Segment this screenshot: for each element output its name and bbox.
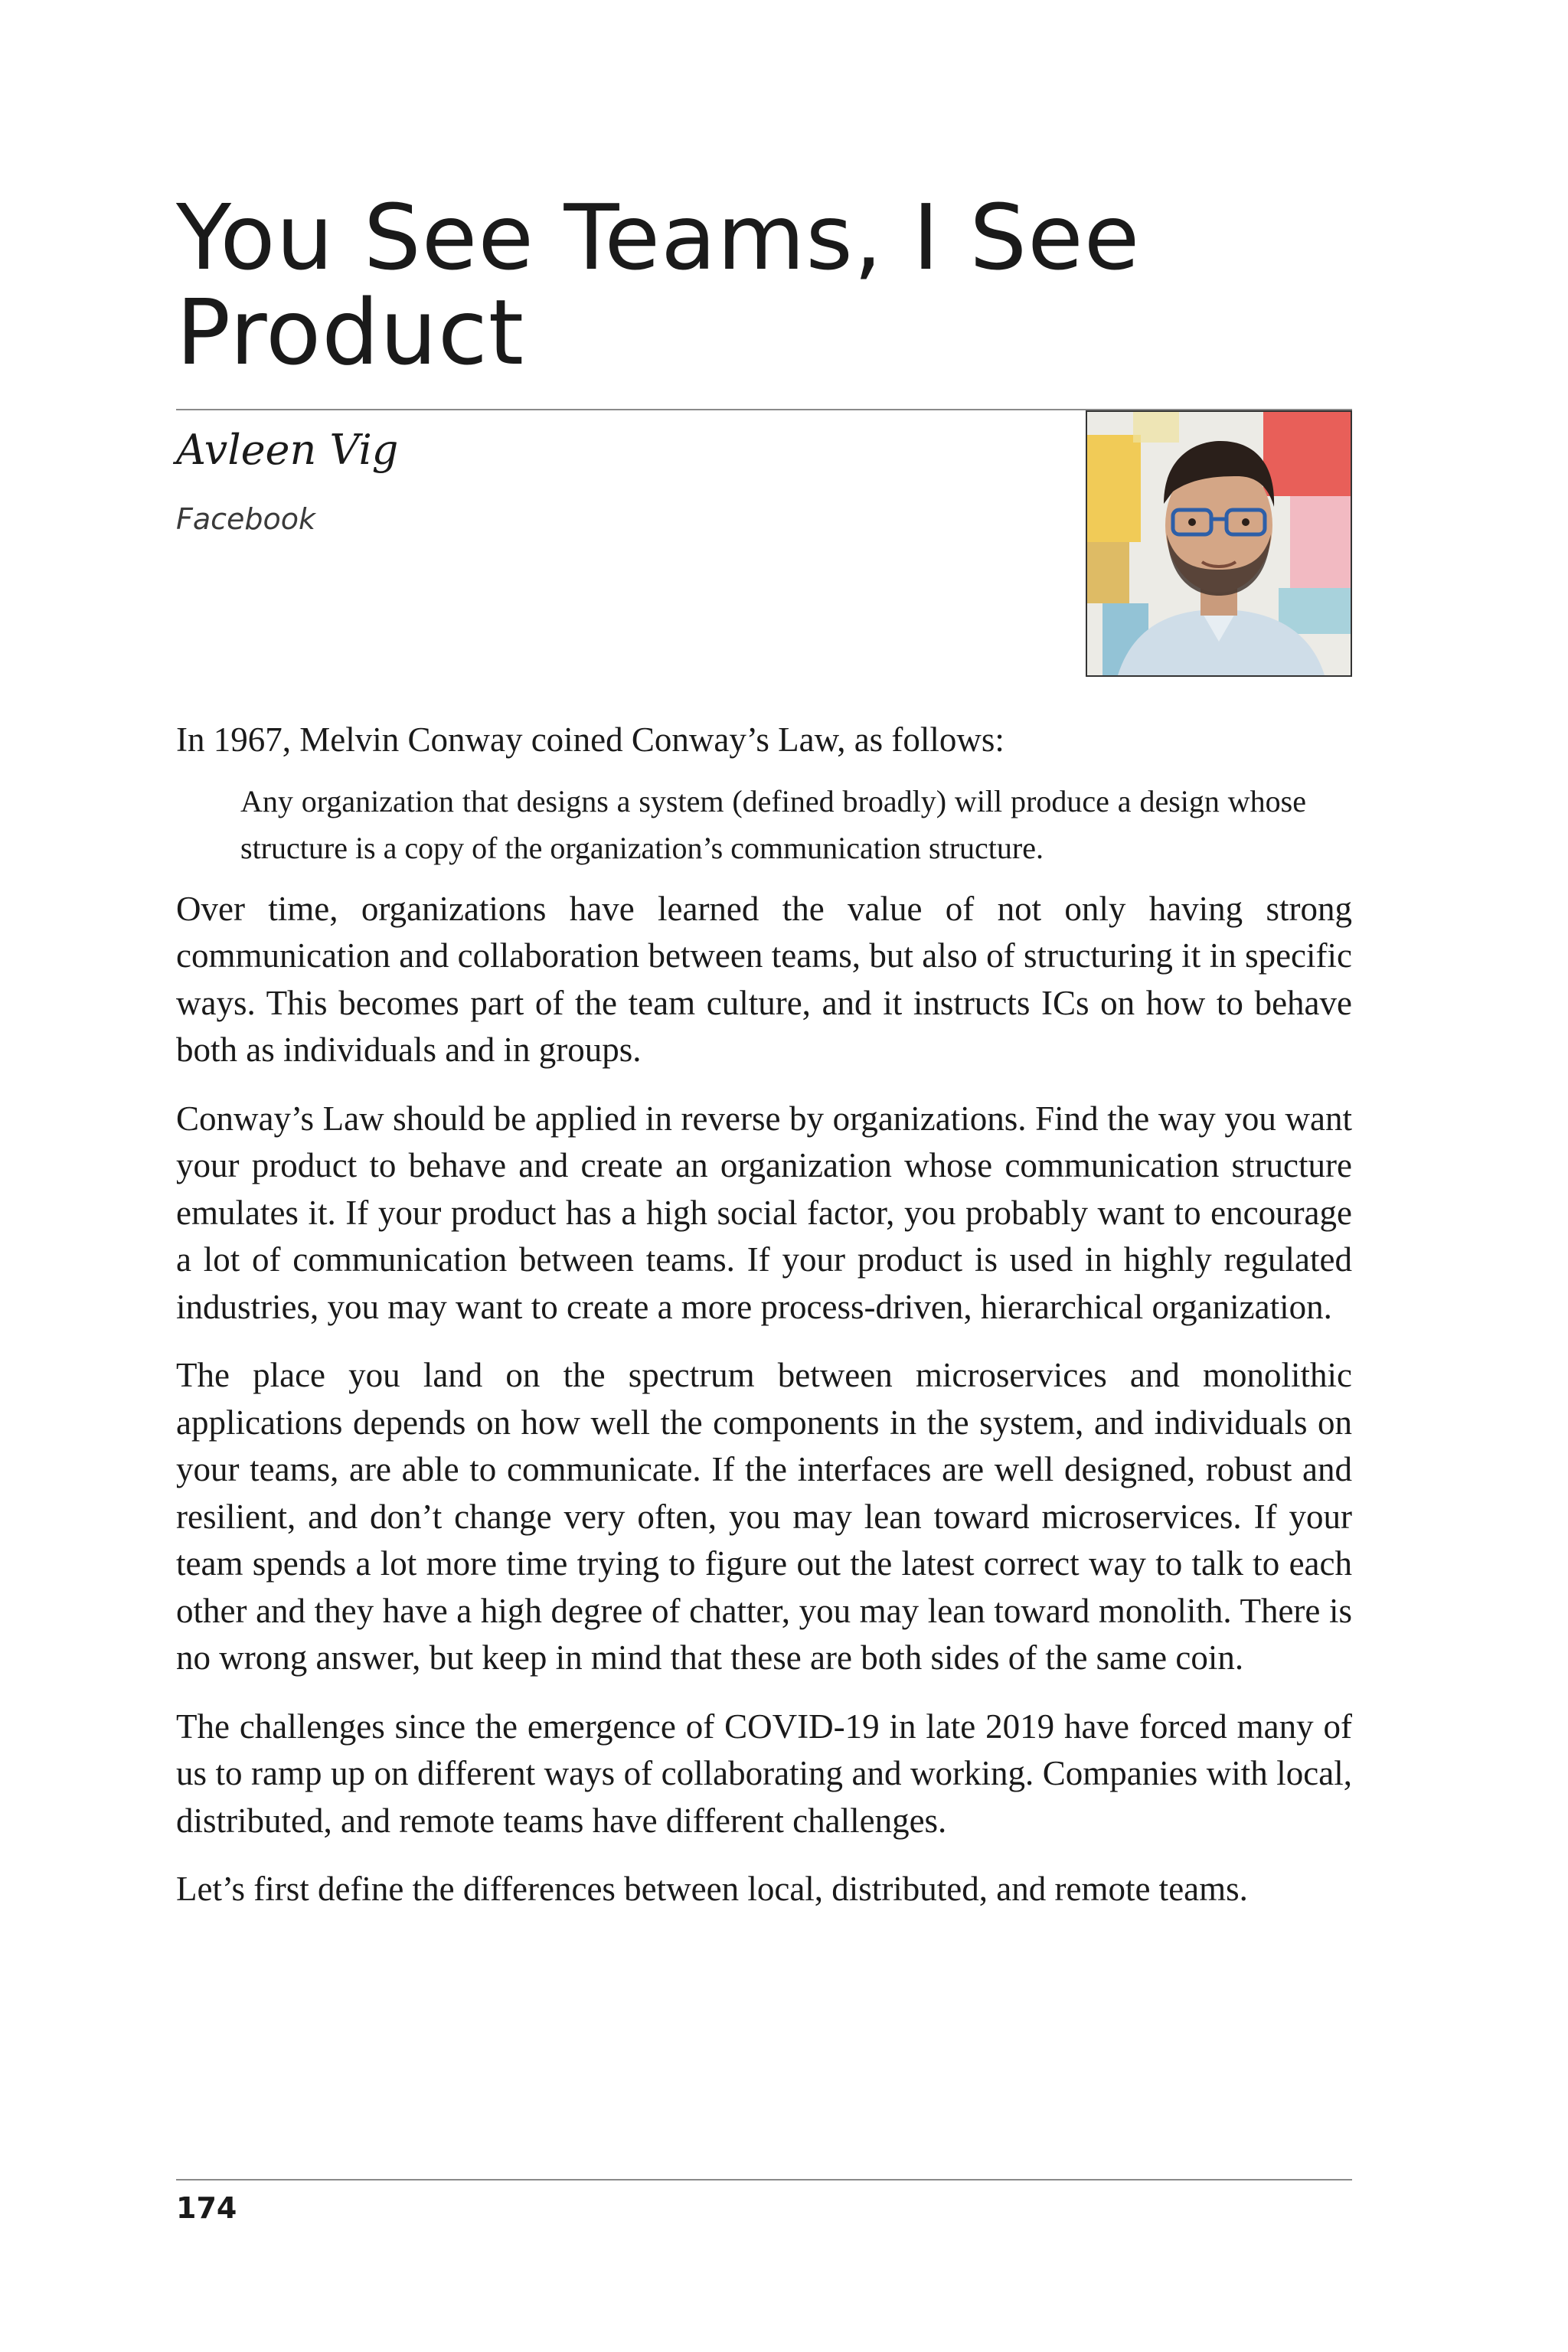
page-number: 174 (176, 2191, 237, 2225)
body-paragraph-5: Let’s first define the differences between local, distributed, and remote teams. (176, 1870, 1248, 1908)
body-paragraph-4: The challenges since the emergence of COVID-19 in late 2019 have forced many of us to ramp up on different ways of collaborating and working. Companies with local, distributed, and remote teams have different challenges. (176, 1707, 1352, 1840)
body-paragraph-2: Conway’s Law should be applied in reverse by organizations. Find the way you want your product to behave and create an organization whose communication structure emulates it. If your product has a high social factor, you probably want to encourage a lot of communication between teams. If your product is used in highly regulated industries, you may want to create a more process-driven, hierarchical organization. (176, 1099, 1352, 1326)
chapter-title: You See Teams, I See Product (176, 185, 1141, 385)
author-affiliation: Facebook (176, 502, 316, 536)
body-paragraph-1: Over time, organizations have learned the value of not only having strong communication and collaboration between teams, but also of structuring it in specific ways. This becomes part of the team culture, and it instructs ICs on how to behave both as individuals and in groups. (176, 889, 1352, 1069)
author-name: Avleen Vig (176, 426, 399, 474)
footer-divider (176, 2179, 1352, 2180)
body-paragraph-3: The place you land on the spectrum between microservices and monolithic applications depends on how well the components in the system, and individuals on your teams, are able to communicate. If the interfaces are well designed, robust and resilient, and don’t change very often, you may lean toward microservices. If your team spends a lot more time trying to figure out the latest correct way to talk to each other and they have a high degree of chatter, you may lean toward monolith. There is no wrong answer, but keep in mind that these are both sides of the same coin. (176, 1356, 1352, 1677)
conway-law-quote: Any organization that designs a system (defined broadly) will produce a design whose structure is a copy of the organization’s communication structure. (240, 783, 1306, 865)
article-body (176, 717, 1352, 1935)
intro-paragraph: In 1967, Melvin Conway coined Conway’s Law, as follows: (176, 720, 1004, 759)
author-portrait-icon (1086, 410, 1352, 677)
